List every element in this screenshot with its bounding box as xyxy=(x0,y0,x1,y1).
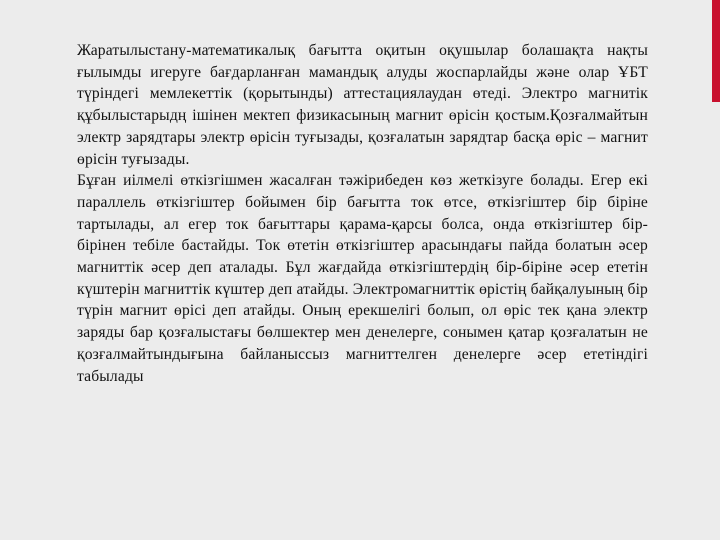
accent-bar xyxy=(712,0,720,102)
paragraph-1: Жаратылыстану-математикалық бағытта оқитын оқушылар болашақта нақты ғылымды игеруге бағдарланған мамандық алуды жоспарлайды және олар ҰБТ түріндегі мемлекеттік (қорытынды) аттестациялаудан өтеді. Электро магнитік құбылыстарыдң ішінен мектеп физикасының магнит өрісін қостым.Қозғалмайтын электр зарядтары электр өрісін туғызады, қозғалатын зарядтар басқа өріс – магнит өрісін туғызады. xyxy=(77,42,648,168)
body-text xyxy=(77,40,648,387)
paragraph-2: Бұған иілмелі өткізгішмен жасалған тәжірибеден көз жеткізуге болады. Егер екі параллель өткізгіштер бойымен бір бағытта ток өтсе, өткізгіштер бір біріне тартылады, ал егер ток бағыттары қарама-қарсы болса, онда өткізгіштер бір-бірінен тебіле бастайды. Ток өтетін өткізгіштер арасындағы пайда болатын әсер магниттік әсер деп аталады. Бұл жағдайда өткізгіштердің бір-біріне әсер ететін күштерін магниттік күштер деп атайды. Электромагниттік өрістің байқалуының бір түрін магнит өрісі деп атайды. Оның ерекшелігі болып, ол өріс тек қана электр заряды бар қозғалыстағы бөлшектер мен денелерге, сонымен қатар қозғалатын не қозғалмайтындығына байланыссыз магниттелген денелерге әсер ететіндігі табылады xyxy=(77,172,648,385)
